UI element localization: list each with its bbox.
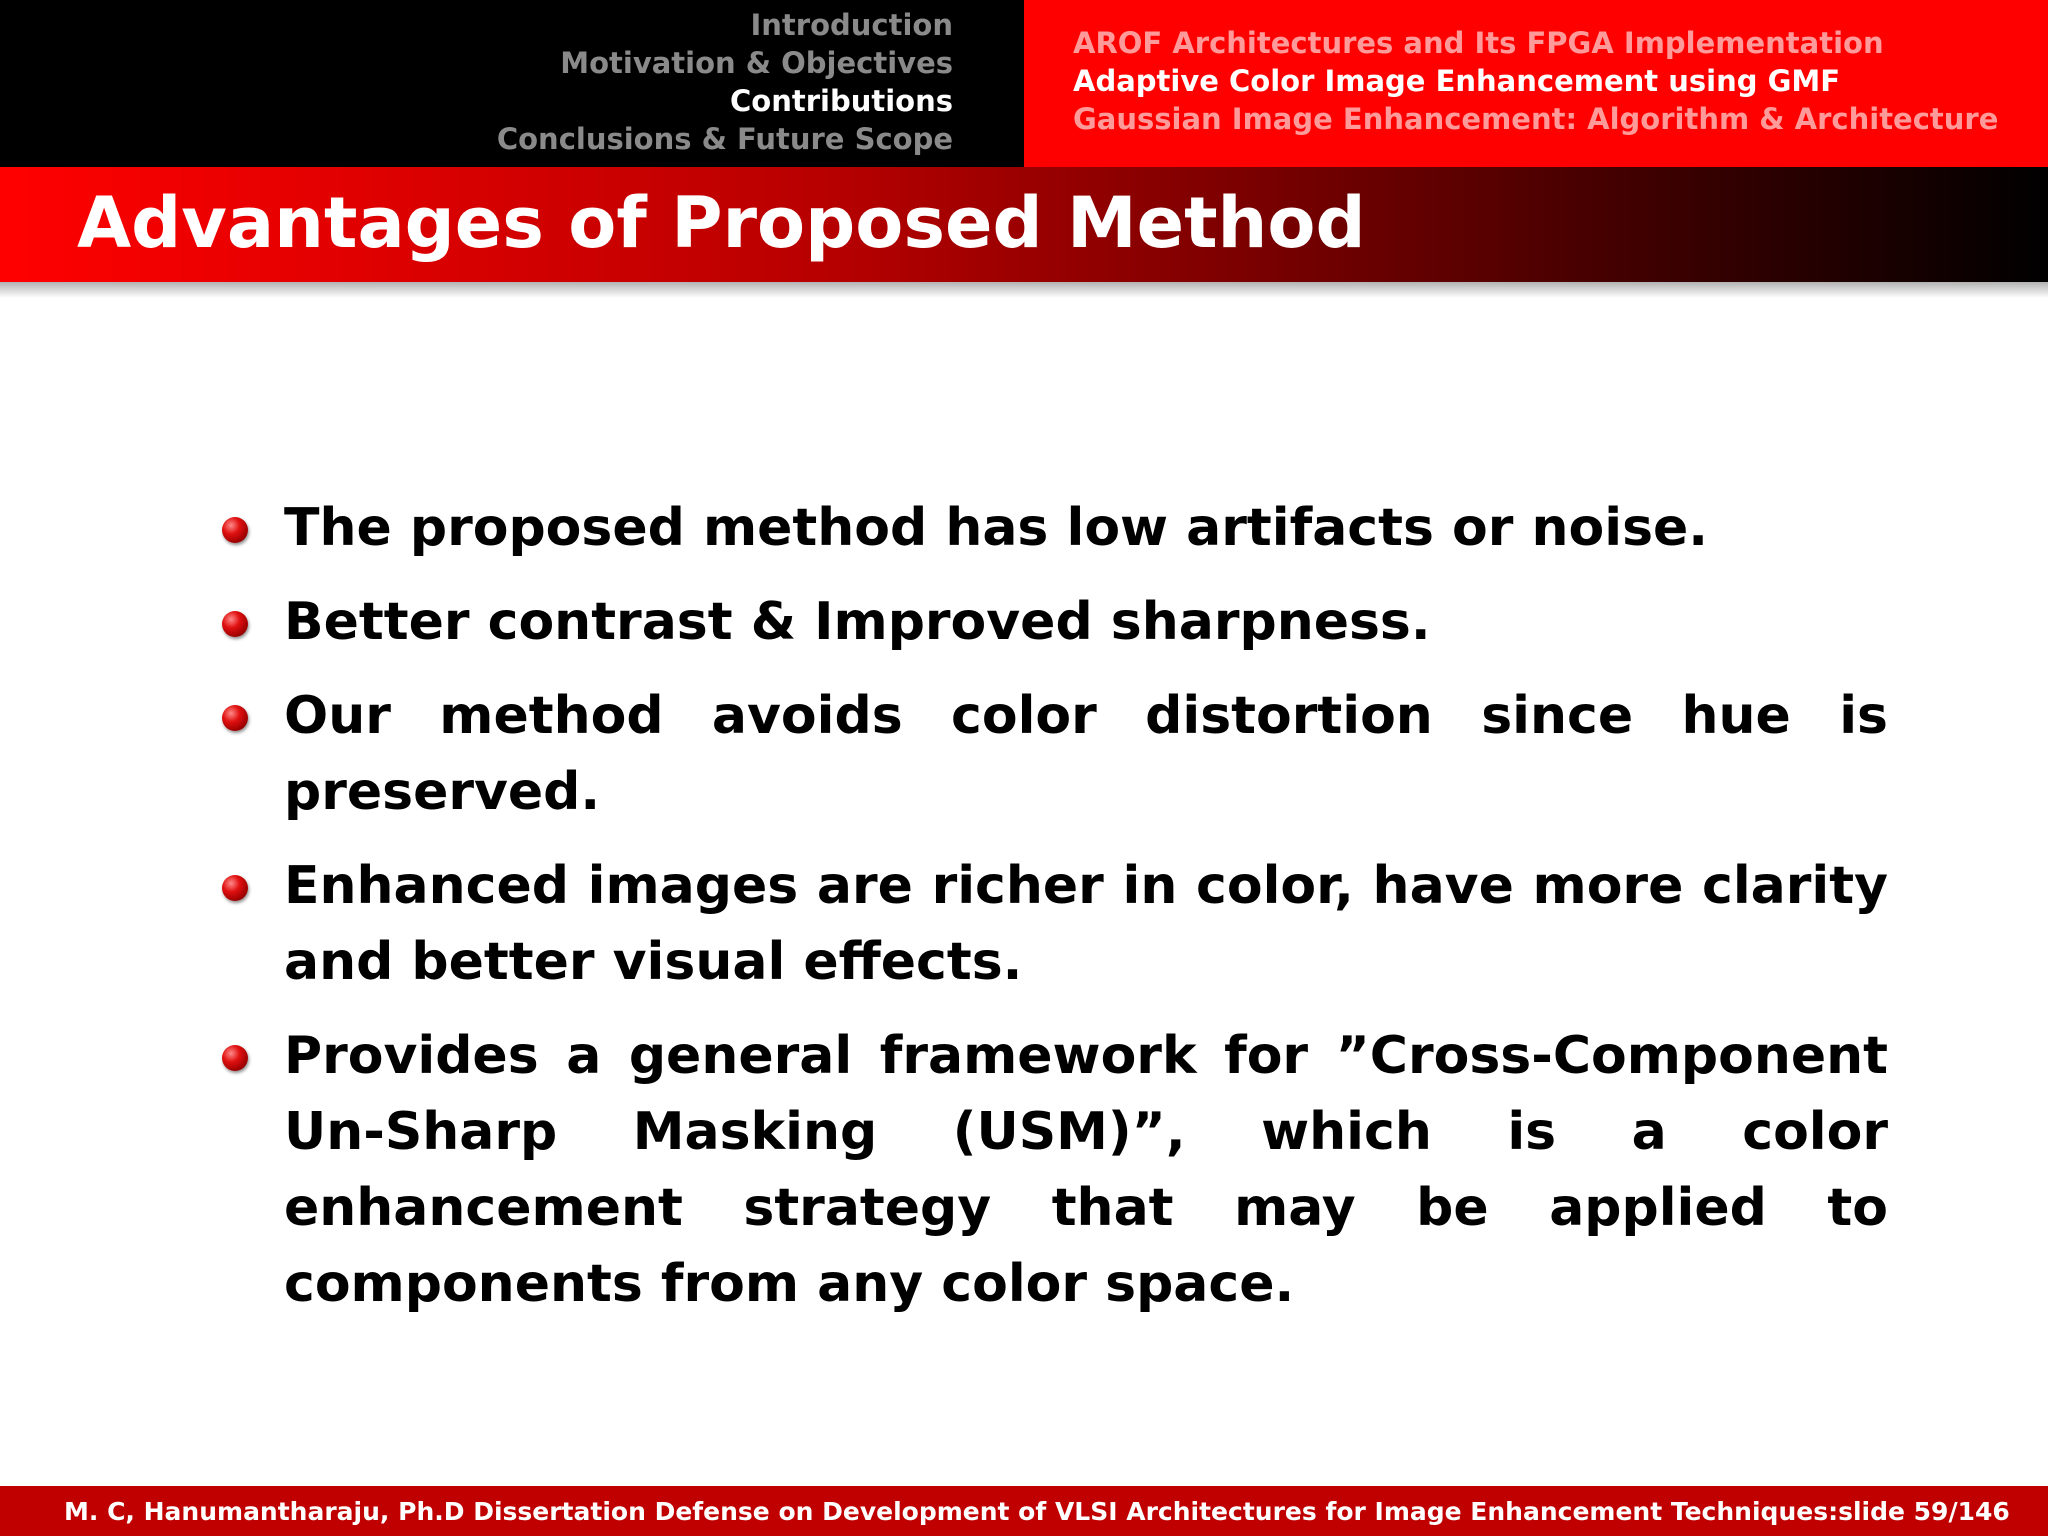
nav-section-motivation[interactable]: Motivation & Objectives [560,46,953,80]
list-item [220,848,1888,1000]
bullet-ball-icon [222,705,248,731]
bullet-text: Provides a general framework for ”Cross-Component Un-Sharp Masking (USM)”, which is a color enhancement strategy that may be applied to components from any color space. [284,1026,1888,1314]
subsection-navigation [1024,0,2048,167]
list-item [220,678,1888,830]
bullet-ball-icon [222,1045,248,1071]
bullet-text: Better contrast & Improved sharpness. [284,592,1431,652]
bullet-ball-icon [222,875,248,901]
bullet-text: Enhanced images are richer in color, have more clarity and better visual effects. [284,856,1888,992]
bullet-text: Our method avoids color distortion since hue is preserved. [284,686,1888,822]
list-item [220,584,1888,660]
footer-author-text: M. C, Hanumantharaju, Ph.D Dissertation Defense on Development of VLSI Architectures for Image Enhancement Techniques: [64,1496,1839,1526]
slide-number: slide 59/146 [1838,1496,2010,1526]
page-title: Advantages of Proposed Method [77,181,1366,264]
bullet-list [220,490,1888,1322]
slide-content [220,490,1888,1340]
bullet-ball-icon [222,517,248,543]
section-navigation [0,0,1024,167]
nav-subsection-adaptive-color[interactable]: Adaptive Color Image Enhancement using GMF [1073,64,1841,98]
nav-subsection-gaussian[interactable]: Gaussian Image Enhancement: Algorithm & Architecture [1073,102,1999,136]
frame-title-bar [0,167,2048,282]
nav-section-introduction[interactable]: Introduction [750,8,953,42]
nav-section-contributions[interactable]: Contributions [730,84,953,118]
bullet-ball-icon [222,611,248,637]
nav-subsection-arof[interactable]: AROF Architectures and Its FPGA Implementation [1073,26,1884,60]
list-item [220,490,1888,566]
nav-section-conclusions[interactable]: Conclusions & Future Scope [496,122,953,156]
top-navigation [0,0,2048,167]
list-item [220,1018,1888,1322]
slide-footer [0,1486,2048,1536]
bullet-text: The proposed method has low artifacts or noise. [284,498,1709,558]
title-bar-shadow [0,282,2048,298]
